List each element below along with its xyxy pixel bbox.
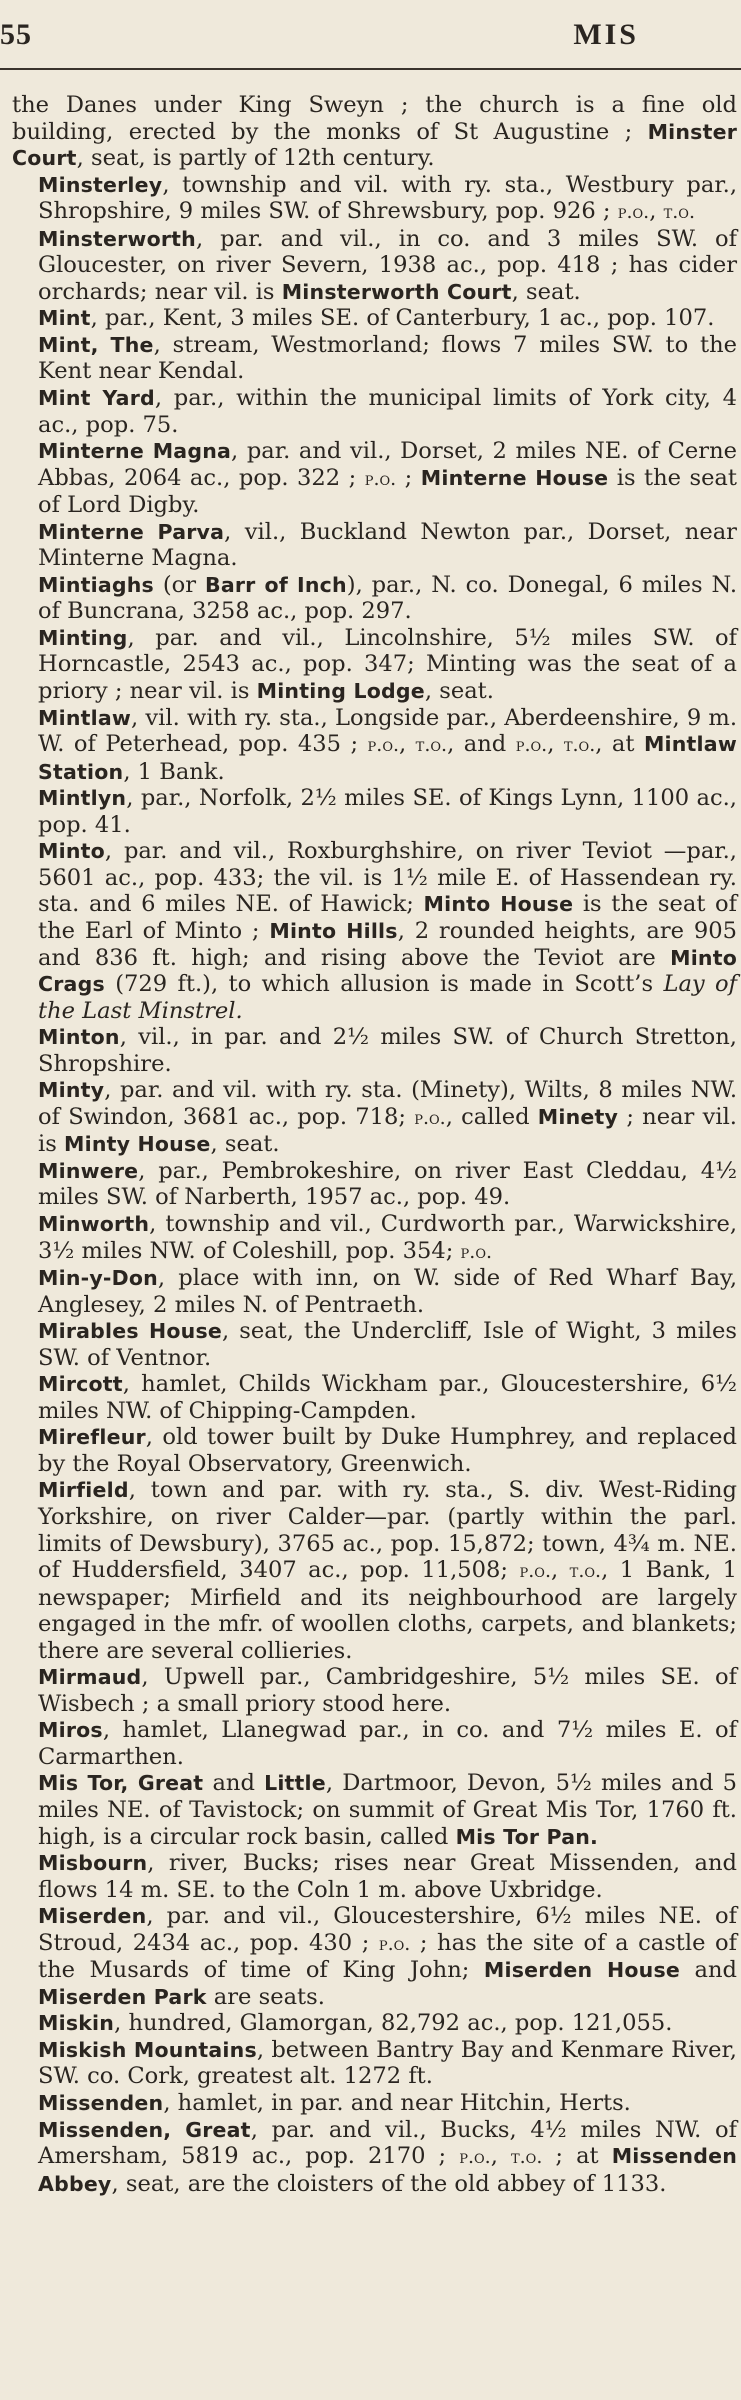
page-header	[0, 0, 741, 70]
entry-headword: Minsterworth	[38, 226, 196, 251]
entry-headword: Min-y-Don	[38, 1266, 158, 1291]
page-number: 55	[0, 18, 32, 51]
abbreviation: t.o.	[415, 734, 448, 757]
gazetteer-entry: the Danes under King Sweyn ; the church is a fine old building, erected by the monks of St Augustine ; Minster Court, seat, is partly of 12th century.	[12, 92, 737, 172]
abbreviation: t.o.	[563, 734, 596, 757]
gazetteer-entry: Minworth, township and vil., Curdworth par., Warwickshire, 3½ miles NW. of Coleshill, pop. 354; p.o.	[38, 1210, 737, 1264]
entry-headword: Little	[264, 1771, 326, 1796]
gazetteer-entry: Missenden, Great, par. and vil., Bucks, 4½ miles NW. of Amersham, 5819 ac., pop. 2170 ; p.o., t.o. ; at Missenden Abbey, seat, are the cloisters of the old abbey of 1133.	[38, 2116, 737, 2197]
gazetteer-entry: Miserden, par. and vil., Gloucestershire, 6½ miles NE. of Stroud, 2434 ac., pop. 430 ; p.o. ; has the site of a castle of the Musards of time of King John; Miserden House and Miserden Park are seats.	[38, 1903, 737, 2010]
gazetteer-entry: Misbourn, river, Bucks; rises near Great Missenden, and flows 14 m. SE. to the Coln 1 m. above Uxbridge.	[38, 1850, 737, 1903]
gazetteer-entry: Mirables House, seat, the Undercliff, Isle of Wight, 3 miles SW. of Ventnor.	[38, 1318, 737, 1371]
entry-headword: Misbourn	[38, 1851, 148, 1876]
gazetteer-entry: Minton, vil., in par. and 2½ miles SW. of Church Stretton, Shropshire.	[38, 1024, 737, 1077]
abbreviation: p.o.	[460, 1240, 493, 1263]
italic-title: Lay of the Last Minstrel.	[38, 971, 737, 1024]
entry-headword: Minterne Magna	[38, 439, 232, 464]
entry-headword: Missenden	[38, 2091, 164, 2116]
gazetteer-entry: Mintiaghs (or Barr of Inch), par., N. co. Donegal, 6 miles N. of Buncrana, 3258 ac., pop. 297.	[38, 571, 737, 625]
entry-headword: Mirmaud	[38, 1665, 142, 1690]
gazetteer-entry: Minto, par. and vil., Roxburghshire, on river Teviot —par., 5601 ac., pop. 433; the vil. is 1½ mile E. of Hassendean ry. sta. and 6 miles NE. of Hawick; Minto House is the seat of the Earl of Minto ; Minto Hills, 2 rounded heights, are 905 and 836 ft. high; and rising above the Teviot are Minto Crags (729 ft.), to which allusion is made in Scott’s Lay of the Last Minstrel.	[38, 838, 738, 1024]
entry-headword: Minto Hills	[269, 918, 398, 943]
abbreviation: p.o.	[617, 201, 650, 224]
entry-headword: Barr of Inch	[205, 572, 347, 597]
running-head: MIS	[573, 18, 639, 51]
gazetteer-entry: Minsterworth, par. and vil., in co. and 3 miles SW. of Gloucester, on river Severn, 1938 ac., pop. 418 ; has cider orchards; near vil. is Minsterworth Court, seat.	[38, 225, 737, 305]
abbreviation: p.o.	[378, 1932, 411, 1955]
gazetteer-entry: Minsterley, township and vil. with ry. sta., Westbury par., Shropshire, 9 miles SW. of Shrewsbury, pop. 926 ; p.o., t.o.	[38, 171, 737, 225]
entry-headword: Mis Tor, Great	[38, 1771, 204, 1796]
entry-headword: Miros	[38, 1718, 103, 1743]
entry-headword: Mint, The	[38, 332, 154, 357]
gazetteer-entry: Miros, hamlet, Llanegwad par., in co. and 7½ miles E. of Carmarthen.	[38, 1717, 737, 1770]
entry-headword: Mintlaw Station	[38, 732, 737, 784]
entry-headword: Minting Lodge	[256, 679, 425, 704]
entry-headword: Minworth	[38, 1211, 150, 1236]
gazetteer-entry: Mirefleur, old tower built by Duke Humphrey, and replaced by the Royal Observatory, Greenwich.	[38, 1424, 737, 1477]
entry-headword: Mintlyn	[38, 786, 127, 811]
entry-headword: Miserden	[38, 1904, 147, 1929]
entry-headword: Mirefleur	[38, 1425, 146, 1450]
entry-headword: Minsterworth Court	[281, 279, 512, 304]
entry-headword: Minster Court	[12, 119, 737, 171]
entry-headword: Minto House	[423, 892, 574, 917]
entry-headword: Minty	[38, 1078, 105, 1103]
abbreviation: p.o.	[459, 2146, 491, 2169]
entry-headword: Mint	[38, 306, 91, 331]
entry-headword: Minwere	[38, 1158, 139, 1183]
gazetteer-entry: Miskish Mountains, between Bantry Bay and Kenmare River, SW. co. Cork, greatest alt. 1272 ft.	[38, 2036, 737, 2090]
gazetteer-entry: Mint, The, stream, Westmorland; flows 7 miles SW. to the Kent near Kendal.	[38, 331, 738, 385]
gazetteer-entry: Mint Yard, par., within the municipal limits of York city, 4 ac., pop. 75.	[38, 385, 737, 438]
entry-headword: Mis Tor Pan.	[455, 1824, 599, 1849]
gazetteer-entry: Missenden, hamlet, in par. and near Hitchin, Herts.	[38, 2090, 631, 2117]
gazetteer-entry: Minty, par. and vil. with ry. sta. (Minety), Wilts, 8 miles NW. of Swindon, 3681 ac., pop. 718; p.o., called Minety ; near vil. is Minty House, seat.	[38, 1077, 737, 1158]
entry-headword: Miskish Mountains	[38, 2037, 257, 2062]
entry-headword: Minsterley	[38, 172, 163, 197]
entry-headword: Mint Yard	[38, 386, 155, 411]
entry-headword: Minto Crags	[38, 945, 737, 997]
entry-headword: Mintlaw	[38, 705, 132, 730]
entry-headword: Minty House	[64, 1132, 211, 1157]
entry-headword: Missenden, Great	[38, 2117, 251, 2142]
abbreviation: t.o.	[663, 201, 695, 224]
abbreviation: t.o.	[569, 1560, 602, 1583]
abbreviation: p.o.	[519, 1560, 551, 1583]
gazetteer-entry: Minwere, par., Pembrokeshire, on river East Cleddau, 4½ miles SW. of Narberth, 1957 ac., pop. 49.	[38, 1157, 737, 1211]
gazetteer-entry: Mirfield, town and par. with ry. sta., S. div. West-Riding Yorkshire, on river Calder—par. (partly within the parl. limits of Dewsbury), 3765 ac., pop. 15,872; town, 4¾ m. NE. of Huddersfield, 3407 ac., pop. 11,508; p.o., t.o., 1 Bank, 1 newspaper; Mirfield and its neighbourhood are largely engaged in the mfr. of woollen cloths, carpets, and blankets; there are several collieries.	[38, 1477, 737, 1664]
abbreviation: p.o.	[414, 1106, 446, 1129]
entry-headword: Minto	[38, 839, 105, 864]
entry-headword: Miserden House	[483, 1958, 680, 1983]
entries-column	[12, 92, 737, 2197]
gazetteer-entry: Minterne Magna, par. and vil., Dorset, 2 miles NE. of Cerne Abbas, 2064 ac., pop. 322 ; p.o. ; Minterne House is the seat of Lord Digby.	[38, 438, 737, 519]
abbreviation: p.o.	[367, 734, 400, 757]
abbreviation: t.o.	[510, 2146, 543, 2169]
entry-headword: Mirfield	[38, 1478, 129, 1503]
gazetteer-entry: Mintlaw, vil. with ry. sta., Longside par., Aberdeenshire, 9 m. W. of Peterhead, pop. 435 ; p.o., t.o., and p.o., t.o., at Mintlaw Station, 1 Bank.	[38, 704, 738, 785]
entry-headword: Mirables House	[38, 1319, 222, 1344]
entry-headword: Minting	[38, 625, 128, 650]
entry-headword: Minterne House	[420, 465, 609, 490]
gazetteer-entry: Minterne Parva, vil., Buckland Newton par., Dorset, near Minterne Magna.	[38, 518, 737, 572]
gazetteer-entry: Mircott, hamlet, Childs Wickham par., Gloucestershire, 6½ miles NW. of Chipping-Campden.	[38, 1371, 737, 1424]
gazetteer-entry: Mintlyn, par., Norfolk, 2½ miles SE. of Kings Lynn, 1100 ac., pop. 41.	[38, 785, 737, 838]
entry-headword: Missenden Abbey	[38, 2144, 737, 2196]
gazetteer-entry: Mint, par., Kent, 3 miles SE. of Canterbury, 1 ac., pop. 107.	[38, 305, 715, 332]
entry-headword: Miskin	[38, 2011, 115, 2036]
entry-headword: Miserden Park	[38, 1984, 207, 2009]
gazetteer-entry: Min-y-Don, place with inn, on W. side of Red Wharf Bay, Anglesey, 2 miles N. of Pentraeth.	[38, 1265, 737, 1318]
gazetteer-entry: Miskin, hundred, Glamorgan, 82,792 ac., pop. 121,055.	[38, 2010, 673, 2037]
abbreviation: p.o.	[515, 734, 548, 757]
abbreviation: p.o.	[364, 467, 397, 490]
entry-headword: Mintiaghs	[38, 572, 154, 597]
entry-headword: Mircott	[38, 1372, 123, 1397]
entry-headword: Minton	[38, 1025, 120, 1050]
gazetteer-entry: Mirmaud, Upwell par., Cambridgeshire, 5½ miles SE. of Wisbech ; a small priory stood here.	[38, 1664, 737, 1717]
gazetteer-entry: Minting, par. and vil., Lincolnshire, 5½ miles SW. of Horncastle, 2543 ac., pop. 347; Minting was the seat of a priory ; near vil. is Minting Lodge, seat.	[38, 624, 737, 705]
entry-headword: Minterne Parva	[38, 519, 225, 544]
entry-headword: Minety	[537, 1104, 619, 1129]
gazetteer-entry: Mis Tor, Great and Little, Dartmoor, Devon, 5½ miles and 5 miles NE. of Tavistock; on summit of Great Mis Tor, 1760 ft. high, is a circular rock basin, called Mis Tor Pan.	[38, 1770, 737, 1850]
